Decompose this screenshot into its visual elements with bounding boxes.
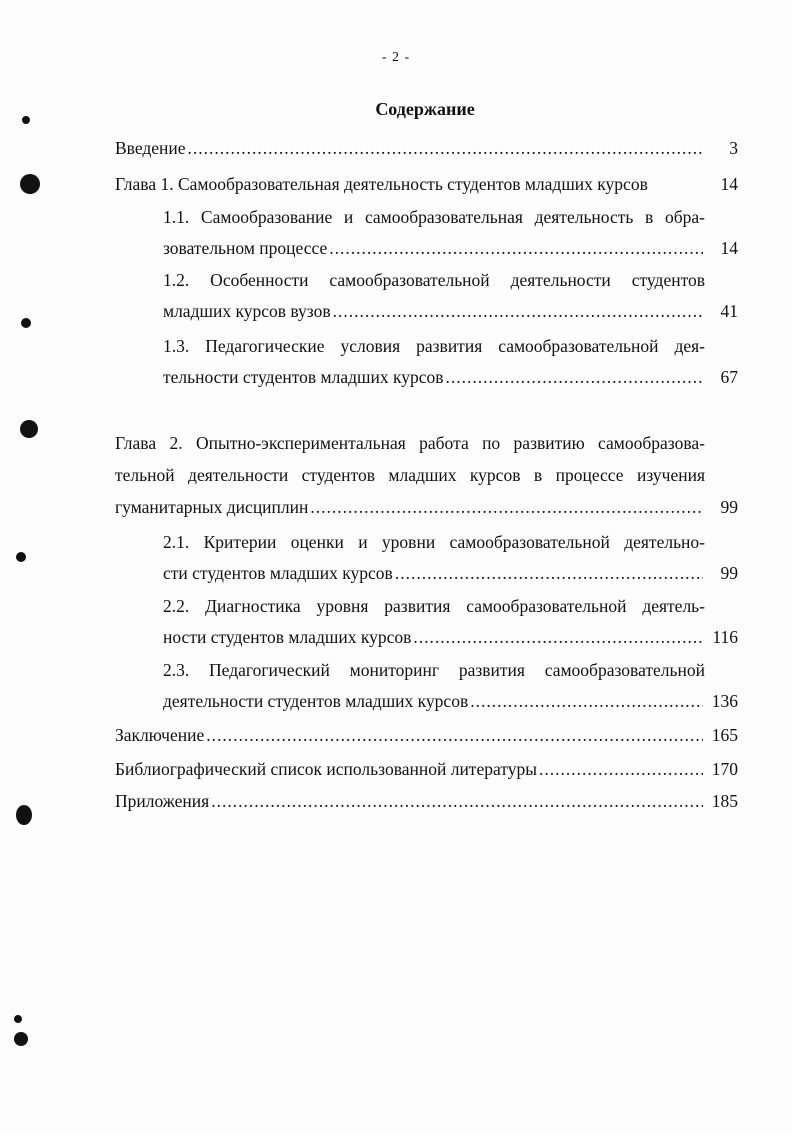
dot-leader [310,497,703,517]
toc-page-number: 14 [720,174,738,194]
toc-entry-section-1-3[interactable]: 1.3. Педагогические условия развития самообразовательной дея- [163,336,705,356]
toc-page-number: 170 [711,759,738,779]
toc-entry-text: гуманитарных дисциплин [115,497,309,517]
toc-entry-chapter-2-end[interactable] [115,497,705,517]
binder-hole [14,1015,22,1023]
toc-entry-chapter-2[interactable]: Глава 2. Опытно-экспериментальная работа по развитию самообразова- [115,433,705,453]
binder-hole [16,552,26,562]
dot-leader [470,691,703,711]
toc-page-number: 99 [720,497,738,517]
toc-entry-section-1-1-continued[interactable] [163,238,705,258]
toc-entry-text: Введение [115,138,186,158]
toc-page-number: 185 [711,791,738,811]
binder-hole [16,805,32,825]
toc-page-number: 136 [711,691,738,711]
toc-entry-text: деятельности студентов младших курсов [163,691,469,711]
toc-entry-chapter-2-continued[interactable]: тельной деятельности студентов младших курсов в процессе изучения [115,465,705,485]
toc-page-number: 116 [712,627,738,647]
toc-entry-section-2-3[interactable]: 2.3. Педагогический мониторинг развития самообразовательной [163,660,705,680]
toc-page-number: 14 [720,238,738,258]
dot-leader [413,627,703,647]
toc-entry-text: сти студентов младших курсов [163,563,393,583]
toc-entry-text: ности студентов младших курсов [163,627,412,647]
toc-entry-section-1-2-continued[interactable] [163,301,705,321]
binder-hole [21,318,31,328]
dot-leader [395,563,703,583]
toc-entry-appendix[interactable] [115,791,705,811]
toc-entry-text: Приложения [115,791,210,811]
toc-entry-section-1-3-continued[interactable] [163,367,705,387]
dot-leader [211,791,703,811]
toc-entry-section-1-2[interactable]: 1.2. Особенности самообразовательной деятельности студентов [163,270,705,290]
toc-page-number: 3 [729,138,738,158]
toc-entry-section-2-2-continued[interactable] [163,627,705,647]
toc-entry-section-1-1[interactable]: 1.1. Самообразование и самообразовательная деятельность в обра- [163,207,705,227]
binder-hole [20,174,40,194]
toc-page-number: 67 [720,367,738,387]
toc-entry-chapter-1[interactable]: Глава 1. Самообразовательная деятельность студентов младших курсов [115,174,648,194]
toc-entry-text: Библиографический список использованной литературы [115,759,537,779]
toc-page-number: 41 [720,301,738,321]
page-title: Содержание [375,99,475,119]
dot-leader [188,138,703,158]
dot-leader [329,238,703,258]
toc-entry-bibliography[interactable] [115,759,705,779]
toc-entry-text: Заключение [115,725,205,745]
dot-leader [539,759,703,779]
toc-entry-section-2-1[interactable]: 2.1. Критерии оценки и уровни самообразовательной деятельно- [163,532,705,552]
toc-entry-intro[interactable] [115,138,705,158]
toc-page-number: 165 [711,725,738,745]
toc-page-number: 99 [720,563,738,583]
toc-entry-text: младших курсов вузов [163,301,331,321]
binder-hole [14,1032,28,1046]
toc-entry-conclusion[interactable] [115,725,705,745]
toc-entry-section-2-1-continued[interactable] [163,563,705,583]
dot-leader [333,301,703,321]
page-number: - 2 - [381,50,411,65]
toc-entry-section-2-2[interactable]: 2.2. Диагностика уровня развития самообразовательной деятель- [163,596,705,616]
binder-hole [20,420,38,438]
dot-leader [206,725,703,745]
dot-leader [446,367,704,387]
toc-entry-text: зовательном процессе [163,238,328,258]
toc-entry-section-2-3-continued[interactable] [163,691,705,711]
toc-entry-text: тельности студентов младших курсов [163,367,444,387]
